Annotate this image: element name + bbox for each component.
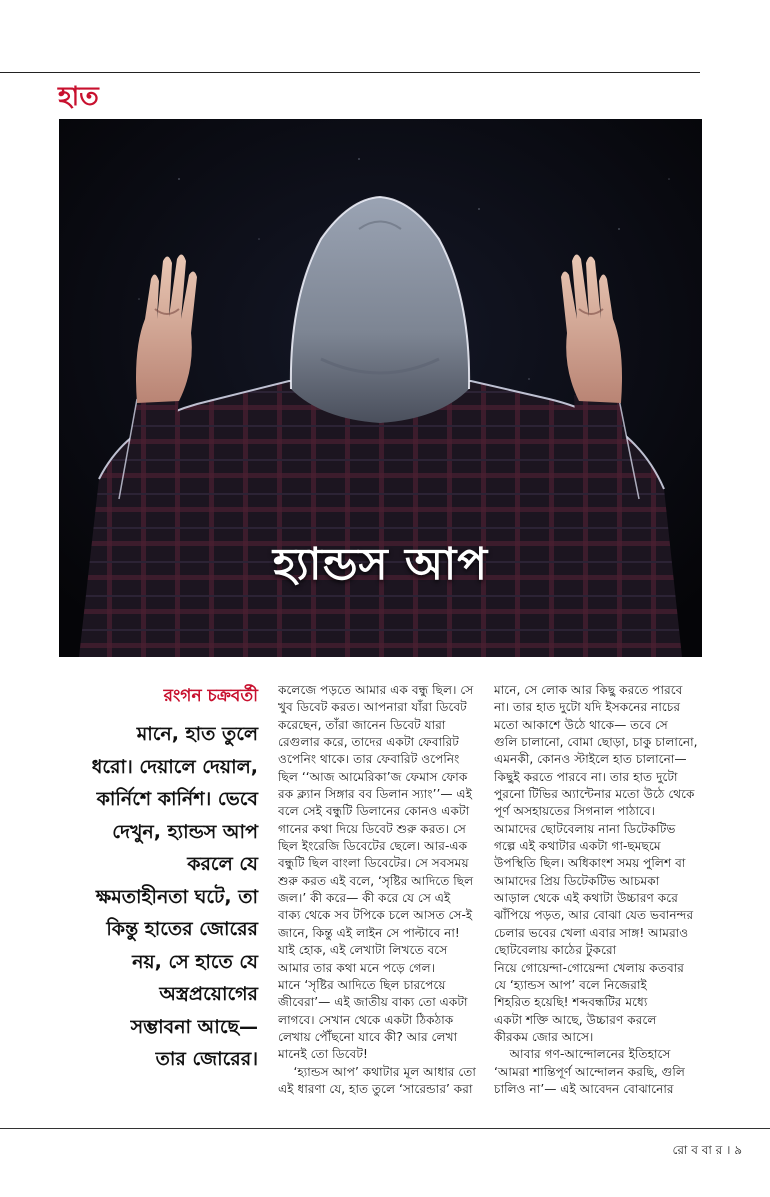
body-line: না। তার হাত দুটো যদি ইসকনের নাচের bbox=[494, 700, 681, 715]
body-line: শুরু করত এই বলে, ‘সৃষ্টির আদিতে ছিল bbox=[278, 873, 474, 888]
body-line: মানে ‘সৃষ্টির আদিতে ছিল চারপেয়ে bbox=[278, 977, 446, 992]
author-byline: রংগন চক্রবর্তী bbox=[163, 686, 258, 706]
body-line: ‘হ্যান্ডস আপ’ কথাটার মূল আধার তো bbox=[278, 1064, 476, 1079]
body-line: চেলার ভবের খেলা এবার সাঙ্গ! আমরাও bbox=[494, 925, 689, 940]
pull-quote-line: অস্ত্রপ্রয়োগের bbox=[159, 983, 258, 1005]
body-line: আমাদের ছোটবেলায় নানা ডিটেকটিভ bbox=[494, 821, 676, 836]
body-line: পুরনো টিভির অ্যান্টেনার মতো উঠে থেকে bbox=[494, 787, 695, 802]
body-line: বাক্য থেকে সব টপিকে চলে আসত সে-ই bbox=[278, 908, 473, 923]
body-line: জীবেরা’— এই জাতীয় বাক্য তো একটা bbox=[278, 995, 468, 1010]
body-line: লাগবে। সেখান থেকে একটা ঠিকঠাক bbox=[278, 1012, 454, 1027]
body-column-2 bbox=[278, 682, 500, 1098]
pull-quote bbox=[60, 718, 258, 1076]
page-footer: রো ব বা র । ৯ bbox=[672, 1143, 742, 1157]
pull-quote-line: তার জোরের। bbox=[155, 1048, 258, 1070]
body-line: আমার তার কথা মনে পড়ে গেল। bbox=[278, 960, 436, 975]
body-line: মানেই তো ডিবেট! bbox=[278, 1047, 368, 1062]
body-line: আড়াল থেকে এই কথাটা উচ্চারণ করে bbox=[494, 891, 678, 906]
body-line: শিহরিত হয়েছি! শব্দবন্ধটির মধ্যে bbox=[494, 995, 648, 1010]
body-line: আবার গণ-আন্দোলনের ইতিহাসে bbox=[494, 1047, 671, 1062]
body-line: জল।’ কী করে— কী করে যে সে এই bbox=[278, 891, 451, 906]
body-line: কিছুই করতে পারবে না। তার হাত দুটো bbox=[494, 769, 678, 784]
body-line: রেগুলার করে, তাদের একটা ফেবারিট bbox=[278, 735, 459, 750]
body-line: এই ধারণা যে, হাত তুলে ‘সারেন্ডার’ করা bbox=[278, 1081, 473, 1096]
bottom-rule bbox=[0, 1128, 770, 1129]
body-line: ঝাঁপিয়ে পড়ত, আর বোঝা যেত ভবানন্দর bbox=[494, 908, 694, 923]
body-line: চালিও না’— এই আবেদন বোঝানোর bbox=[494, 1081, 674, 1096]
body-line: করেছেন, তাঁরা জানেন ডিবেট যারা bbox=[278, 717, 446, 732]
pull-quote-line: মানে, হাত তুলে bbox=[136, 723, 258, 745]
body-line: মতো আকাশে উঠে থাকে— তবে সে bbox=[494, 717, 668, 732]
pull-quote-line: কার্নিশে কার্নিশ। ভেবে bbox=[96, 788, 258, 810]
body-line: মানে, সে লোক আর কিছু করতে পারবে bbox=[494, 683, 683, 697]
body-line: গুলি চালানো, বোমা ছোড়া, চাকু চালানো, bbox=[494, 735, 698, 750]
pull-quote-line: দেখুন, হ্যান্ডস আপ bbox=[112, 820, 258, 843]
body-line: ছোটবেলায় কাঠের টুকরো bbox=[494, 943, 617, 958]
hero-image bbox=[59, 119, 702, 657]
body-line: লেখায় পৌঁছনো যাবে কী? আর লেখা bbox=[278, 1029, 458, 1044]
body-line: গল্পে এই কথাটার একটা গা-ছমছমে bbox=[494, 839, 661, 854]
body-line: ‘আমরা শান্তিপূর্ণ আন্দোলন করছি, গুলি bbox=[494, 1064, 685, 1079]
body-line: ছিল ইংরেজি ডিবেটের ছেলে। আর-এক bbox=[278, 839, 468, 854]
body-line: কলেজে পড়তে আমার এক বন্ধু ছিল। সে bbox=[278, 683, 474, 697]
body-column-3 bbox=[494, 682, 716, 1098]
body-line: গানের কথা দিয়ে ডিবেট শুরু করত। সে bbox=[278, 821, 466, 836]
body-line: পূর্ণ অসহায়তের সিগনাল পাঠাবে। bbox=[494, 804, 656, 819]
pull-quote-line: ধরো। দেয়ালে দেয়াল, bbox=[91, 755, 258, 778]
body-line: এমনকী, কোনও স্টাইলে হাত চালানো— bbox=[494, 752, 687, 767]
body-line: আমাদের প্রিয় ডিটেকটিভ আচমকা bbox=[494, 873, 660, 888]
body-line: একটা শক্তি আছে, উচ্চারণ করলে bbox=[494, 1012, 657, 1027]
top-rule bbox=[0, 72, 700, 73]
body-line: বলে সেই বন্ধুটি ডিলানের কোনও একটা bbox=[278, 804, 470, 819]
section-label: হাত bbox=[58, 82, 99, 112]
body-line: উপস্থিতি ছিল। অধিকাংশ সময় পুলিশ বা bbox=[494, 856, 686, 871]
body-line: বন্ধুটি ছিল বাংলা ডিবেটের। সে সবসময় bbox=[278, 856, 469, 871]
hero-title: হ্যান্ডস আপ bbox=[272, 539, 489, 590]
body-line: কীরকম জোর আসে। bbox=[494, 1029, 594, 1044]
body-line: জানে, কিন্তু এই লাইন সে পাল্টাবে না! bbox=[278, 925, 460, 940]
body-line: খুব ডিবেট করত। আপনারা যাঁরা ডিবেট bbox=[278, 700, 467, 715]
pull-quote-line: কিন্তু হাতের জোরের bbox=[106, 918, 258, 940]
body-line: ওপেনিং থাকে। তার ফেবারিট ওপেনিং bbox=[278, 752, 460, 767]
pull-quote-line: নয়, সে হাতে যে bbox=[132, 950, 258, 973]
body-line: যে ‘হ্যান্ডস আপ’ বলে নিজেরাই bbox=[494, 977, 647, 992]
pull-quote-line: ক্ষমতাহীনতা ঘটে, তা bbox=[95, 885, 258, 908]
body-line: নিয়ে গোয়েন্দা-গোয়েন্দা খেলায় কতবার bbox=[494, 960, 685, 975]
body-line: ছিল ‘‘আজ আমেরিকা’জ ফেমাস ফোক bbox=[278, 769, 468, 784]
body-line: যাই হোক, এই লেখাটা লিখতে বসে bbox=[278, 943, 448, 958]
pull-quote-line: সম্ভাবনা আছে— bbox=[130, 1015, 258, 1038]
pull-quote-line: করলে যে bbox=[187, 853, 258, 875]
body-line: রক ক্ল্যান সিঙ্গার বব ডিলান স্যাং’’— এই bbox=[278, 787, 473, 802]
